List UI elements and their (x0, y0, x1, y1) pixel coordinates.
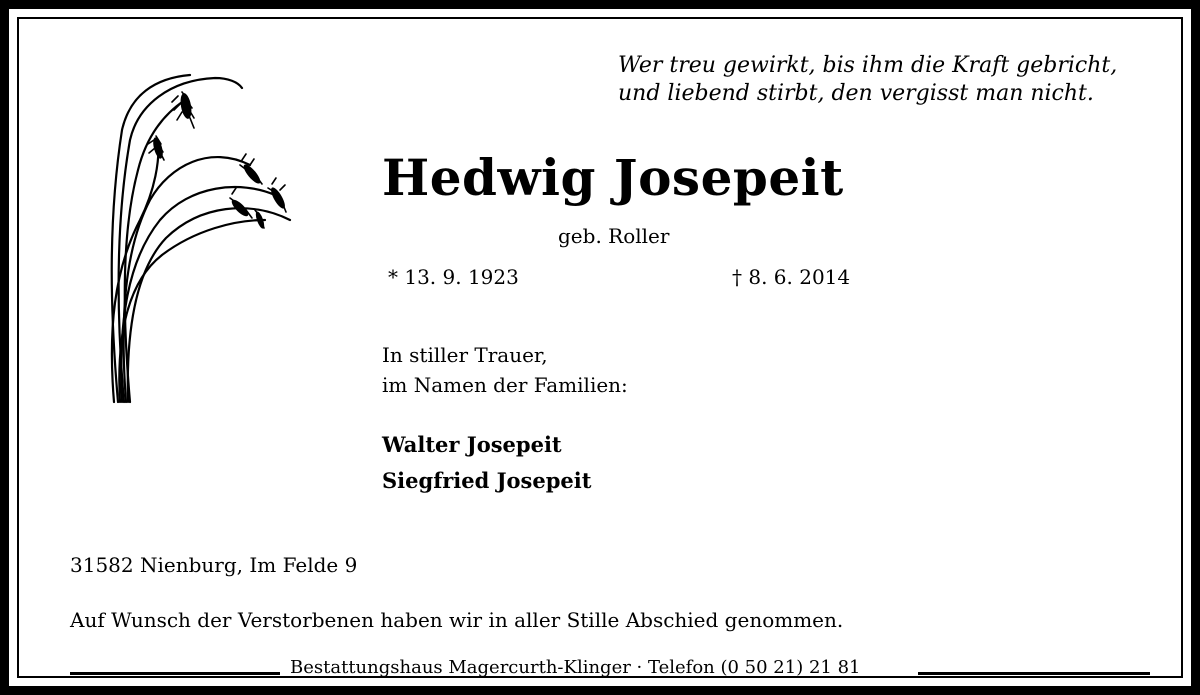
mourner-name: Walter Josepeit (382, 432, 562, 457)
deceased-name: Hedwig Josepeit (382, 148, 844, 207)
address: 31582 Nienburg, Im Felde 9 (70, 553, 358, 577)
quote-line-1: Wer treu gewirkt, bis ihm die Kraft gebricht, (618, 53, 1118, 78)
birth-name: geb. Roller (558, 224, 670, 248)
footer-rule-left (70, 672, 280, 675)
notice: Auf Wunsch der Verstorbenen haben wir in aller Stille Abschied genommen. (70, 608, 844, 632)
wheat-icon (100, 70, 300, 405)
quote-line-2: und liebend stirbt, den vergisst man nicht. (618, 81, 1094, 106)
mourner-name: Siegfried Josepeit (382, 468, 592, 493)
death-date: † 8. 6. 2014 (732, 265, 851, 289)
birth-date: * 13. 9. 1923 (388, 265, 519, 289)
mourning-line-2: im Namen der Familien: (382, 373, 628, 397)
footer-rule-right (918, 672, 1150, 675)
funeral-home-footer: Bestattungshaus Magercurth-Klinger · Telefon (0 50 21) 21 81 (290, 657, 861, 678)
mourning-line-1: In stiller Trauer, (382, 343, 548, 367)
